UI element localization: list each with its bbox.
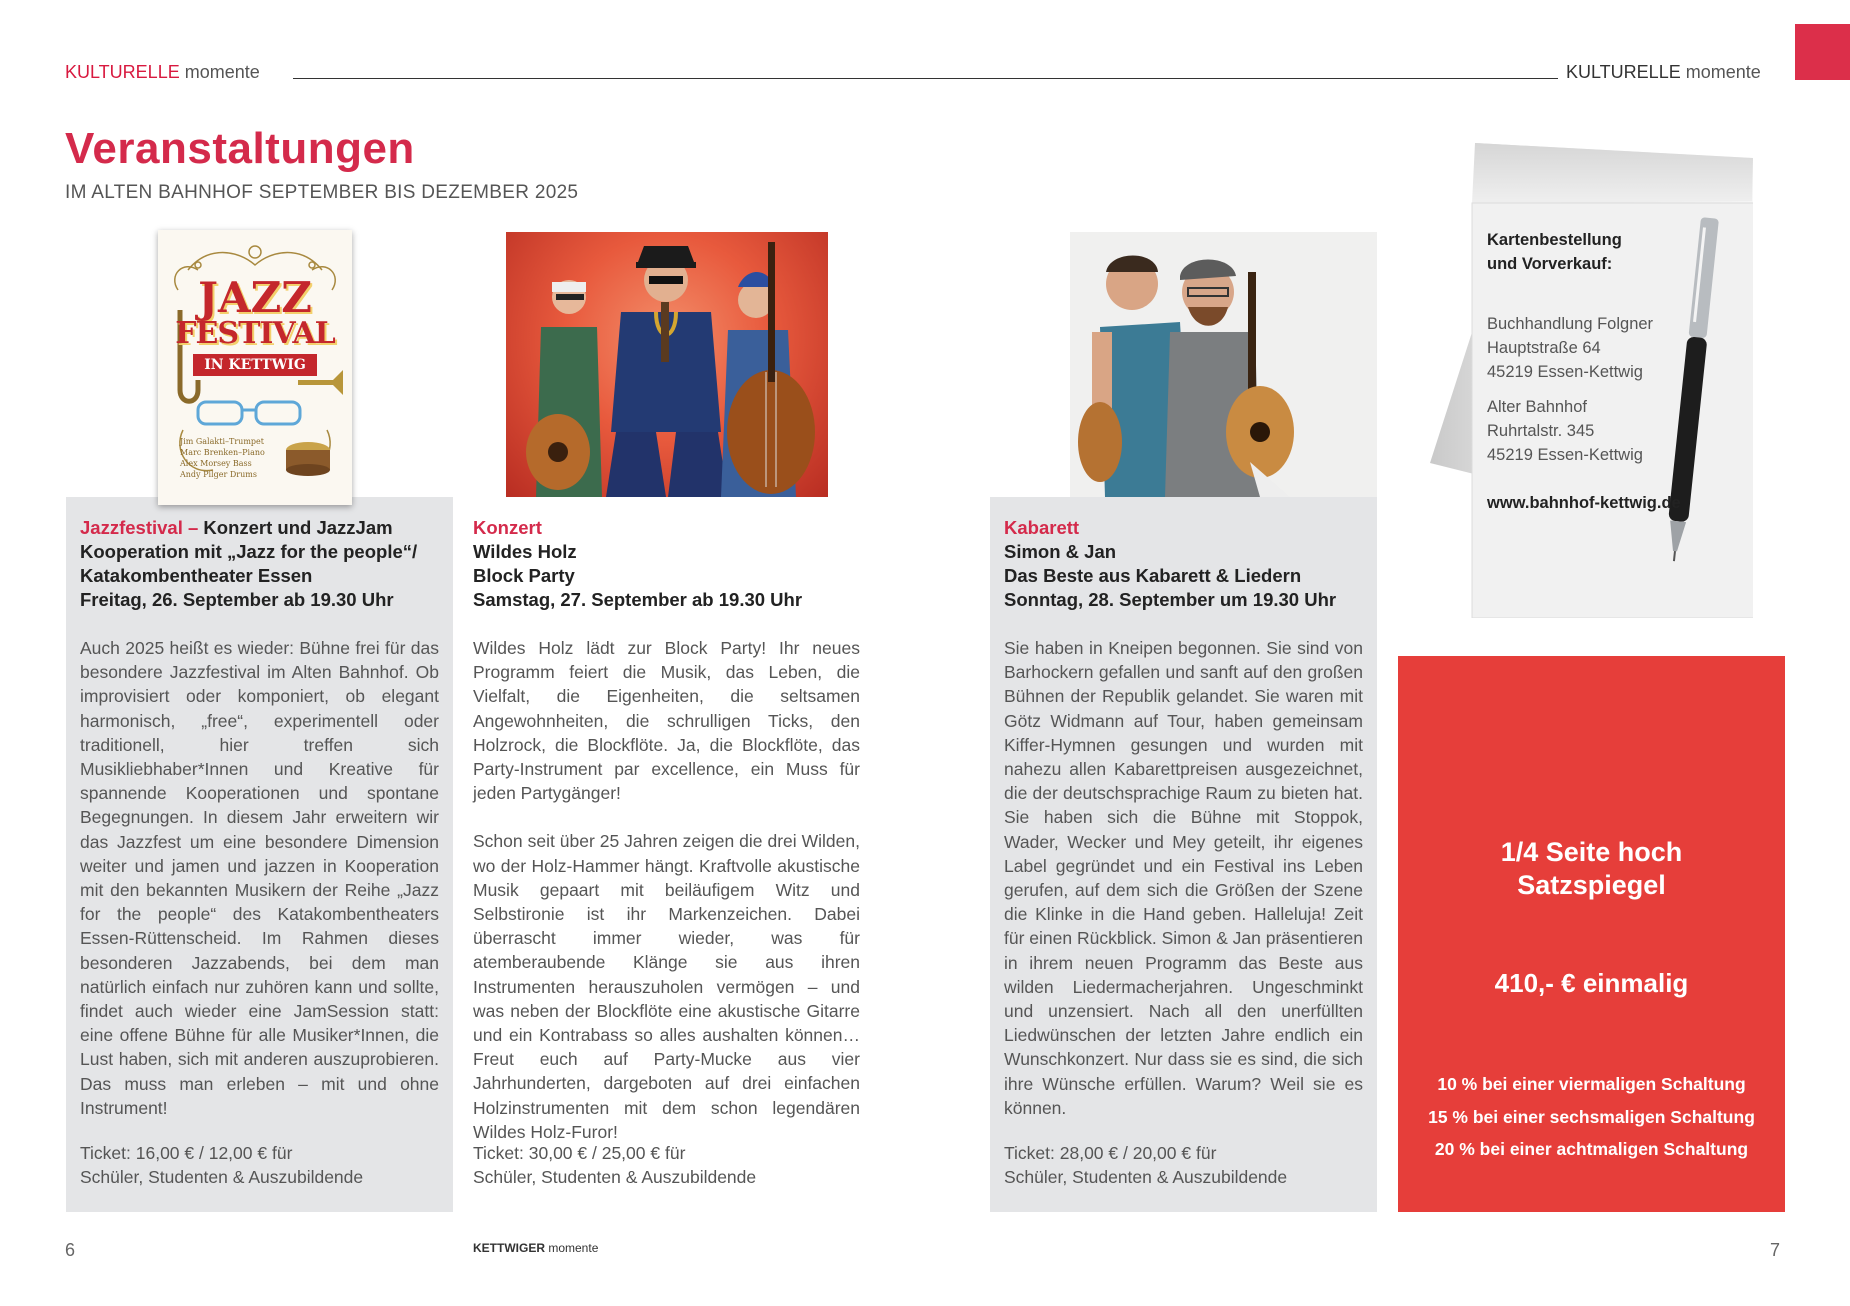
ad-box: [1398, 656, 1785, 1212]
event-kabarett-ticket-price: Ticket: 28,00 € / 20,00 € für: [1004, 1143, 1217, 1163]
event-jazz-ticket-note: Schüler, Studenten & Auszubildende: [80, 1167, 364, 1188]
page-number-right: 7: [1770, 1240, 1781, 1260]
bookshop-street: Hauptstraße 64: [1487, 339, 1601, 357]
header-left-rest: momente: [184, 62, 260, 82]
poster-title-festival: FESTIVAL: [175, 316, 335, 351]
ad-discount-1: 10 % bei einer viermaligen Schaltung: [1437, 1074, 1746, 1094]
header-rule: [293, 78, 1558, 79]
event-konzert-title: Wildes Holz: [473, 541, 577, 562]
poster-title-kettwig: IN KETTWIG: [193, 354, 317, 376]
event-konzert-body: [473, 636, 860, 1144]
poster-lineup-1: Jim Galakti–Trumpet: [180, 437, 264, 446]
event-kabarett-date: Sonntag, 28. September um 19.30 Uhr: [1004, 589, 1337, 610]
event-konzert-ticket: [473, 1141, 860, 1189]
event-konzert-ticket-price: Ticket: 30,00 € / 25,00 € für: [473, 1143, 686, 1163]
header-right-label: [1566, 62, 1761, 83]
event-kabarett-ticket-note: Schüler, Studenten & Auszubildende: [1004, 1167, 1288, 1188]
poster-lineup-4: Andy Pilger Drums: [180, 470, 257, 479]
event-kabarett-category: Kabarett: [1004, 517, 1080, 538]
event-konzert-ticket-note: Schüler, Studenten & Auszubildende: [473, 1167, 757, 1188]
ticket-sales-heading-2: und Vorverkauf:: [1487, 255, 1613, 273]
ad-price: 410,- € einmalig: [1494, 968, 1689, 998]
poster-lineup-3: Alex Morsey Bass: [180, 459, 252, 468]
header-right-accent: KULTURELLE: [1566, 62, 1681, 82]
wildes-holz-photo: [506, 232, 828, 497]
event-jazz-line-1: Kooperation mit „Jazz for the people“/: [80, 541, 418, 562]
poster-title-jazz: JAZZ: [198, 273, 312, 322]
header-right-rest: momente: [1685, 62, 1761, 82]
event-kabarett-body: [1004, 636, 1363, 1120]
event-konzert-paragraph-1: Wildes Holz lädt zur Block Party! Ihr neues Programm feiert die Musik, das Leben, die Vielfalt, die Eigenheiten, die seltsamen Angewohnheiten, die schrulligen Ticks, den Holzrock, die Blockflöte. Ja, die Blockflöte, das Party-Instrument par excellence, ein Muss für jeden Partygänger!: [473, 638, 860, 804]
page-subtitle: IM ALTEN BAHNHOF SEPTEMBER BIS DEZEMBER 2025: [65, 182, 579, 203]
ad-discount-3: 20 % bei einer achtmaligen Schaltung: [1434, 1139, 1749, 1159]
ad-title-line-1: 1/4 Seite hoch: [1500, 837, 1683, 867]
event-konzert-date: Samstag, 27. September ab 19.30 Uhr: [473, 589, 803, 610]
event-jazz-paragraph-1: Auch 2025 heißt es wieder: Bühne frei für das besondere Jazzfestival im Alten Bahnhof. Ob improvisiert oder komponiert, ob elegant harmonisch, „free“, experimentell oder traditionell, hier treffen sich Musikliebhaber*Innen und Kreative für spannende Kooperationen und spontane Begegnungen. In diesem Jahr erweitern wir das Jazzfest um eine besondere Dimension weiter und jamen und jazzen in Kooperation mit den bekannten Musikern der Reihe „Jazz for the people“ des Katakombentheaters Essen-Rüttenscheid. Im Rahmen dieses besonderen Jazzabends, bei dem man natürlich einfach nur zuhören kann und sollte, findet auch wieder eine JamSession statt: eine offene Bühne für alle Musiker*Innen, die Lust haben, sich mit anderen auszuprobieren. Das muss man erleben – mit und ohne Instrument!: [80, 638, 439, 1118]
event-jazz-header: [80, 516, 450, 612]
bookshop-city: 45219 Essen-Kettwig: [1487, 363, 1643, 381]
event-jazz-date: Freitag, 26. September ab 19.30 Uhr: [80, 589, 394, 610]
event-konzert-header: [473, 516, 853, 612]
poster-lineup: [180, 436, 290, 480]
ad-discount-2: 15 % bei einer sechsmaligen Schaltung: [1428, 1106, 1755, 1127]
band-photo-icon: [506, 232, 828, 497]
event-konzert-subtitle: Block Party: [473, 565, 575, 586]
venue-name: Alter Bahnhof: [1487, 398, 1587, 416]
ad-title-line-2: Satzspiegel: [1517, 870, 1666, 900]
simon-jan-photo: [1070, 232, 1377, 497]
venue-street: Ruhrtalstr. 345: [1487, 422, 1595, 440]
event-kabarett-subtitle: Das Beste aus Kabarett & Liedern: [1004, 565, 1302, 586]
event-kabarett-title: Simon & Jan: [1004, 541, 1117, 562]
ad-title: [1398, 836, 1785, 902]
event-kabarett-ticket: [1004, 1141, 1363, 1189]
poster-lineup-2: Marc Brenken–Piano: [180, 448, 265, 457]
event-jazz-title: Konzert und JazzJam: [198, 517, 393, 538]
jazz-festival-poster: [158, 230, 352, 505]
footer-magazine-bold: KETTWIGER: [473, 1241, 545, 1255]
ticket-sales-heading-1: Kartenbestellung: [1487, 231, 1622, 249]
event-konzert-paragraph-2: Schon seit über 25 Jahren zeigen die drei Wilden, wo der Holz-Hammer hängt. Kraftvolle akustische Musik gepaart mit beiläufigem Witz und Selbstironie ist ihr Markenzeichen. Dabei überrascht immer wieder, was für atemberaubende Klänge sie aus ihren Instrumenten herauszuholen vermögen – und was neben der Blockflöte eine akustische Gitarre und ein Kontrabass so alles aushalten können… Freut euch auf Party-Mucke aus vier Jahrhunderten, dargeboten auf drei einfachen Holzinstrumenten mit dem schon legendären Wildes Holz-Furor!: [473, 831, 860, 1142]
event-kabarett-header: [1004, 516, 1374, 612]
event-jazz-line-2: Katakombentheater Essen: [80, 565, 313, 586]
event-jazz-body: [80, 636, 439, 1120]
page-number-left: 6: [65, 1240, 76, 1260]
page-title: Veranstaltungen: [65, 124, 415, 173]
venue-city: 45219 Essen-Kettwig: [1487, 446, 1643, 464]
ad-discounts: [1398, 1068, 1785, 1166]
duo-photo-icon: [1070, 232, 1377, 497]
event-jazz-ticket: [80, 1141, 439, 1189]
corner-tab: [1795, 24, 1850, 80]
event-kabarett-paragraph-1: Sie haben in Kneipen begonnen. Sie sind von Barhockern gefallen und sanft auf den großen Bühnen der Republik gelandet. Sie waren mit Götz Widmann auf Tour, haben gemeinsam Kiffer-Hymnen gesungen und wurden mit nahezu allen Kabarettpreisen ausgezeichnet, die der deutschsprachige Raum zu bieten hat. Sie haben sich die Bühne mit Stoppok, Wader, Wecker und Mey geteilt, ihr eigenes Label gegründet und ein Festival ins Leben gerufen, auf dem sich die Größen der Szene die Klinke in die Hand geben. Halleluja! Zeit für einen Rückblick. Simon & Jan präsentieren in ihrem neuen Programm das Beste aus wilden Liedermacherjahren. Ungeschminkt und unzensiert. Nach all den unerfüllten Liedwünschen der letzten Jahre endlich ein Wunschkonzert. Nur dass sie es sind, die sich ihre Wünsche erfüllen. Warum? Weil sie es können.: [1004, 638, 1363, 1118]
header-left-label: [65, 62, 260, 83]
footer-magazine-name: [473, 1241, 598, 1255]
ticket-sales-info: [1487, 228, 1702, 515]
bookshop-name: Buchhandlung Folgner: [1487, 315, 1654, 333]
website-link[interactable]: www.bahnhof-kettwig.de: [1487, 494, 1681, 512]
event-jazz-ticket-price: Ticket: 16,00 € / 12,00 € für: [80, 1143, 293, 1163]
event-jazz-category: Jazzfestival –: [80, 517, 199, 538]
event-konzert-category: Konzert: [473, 517, 542, 538]
header-left-accent: KULTURELLE: [65, 62, 180, 82]
footer-magazine-rest: momente: [548, 1241, 599, 1255]
